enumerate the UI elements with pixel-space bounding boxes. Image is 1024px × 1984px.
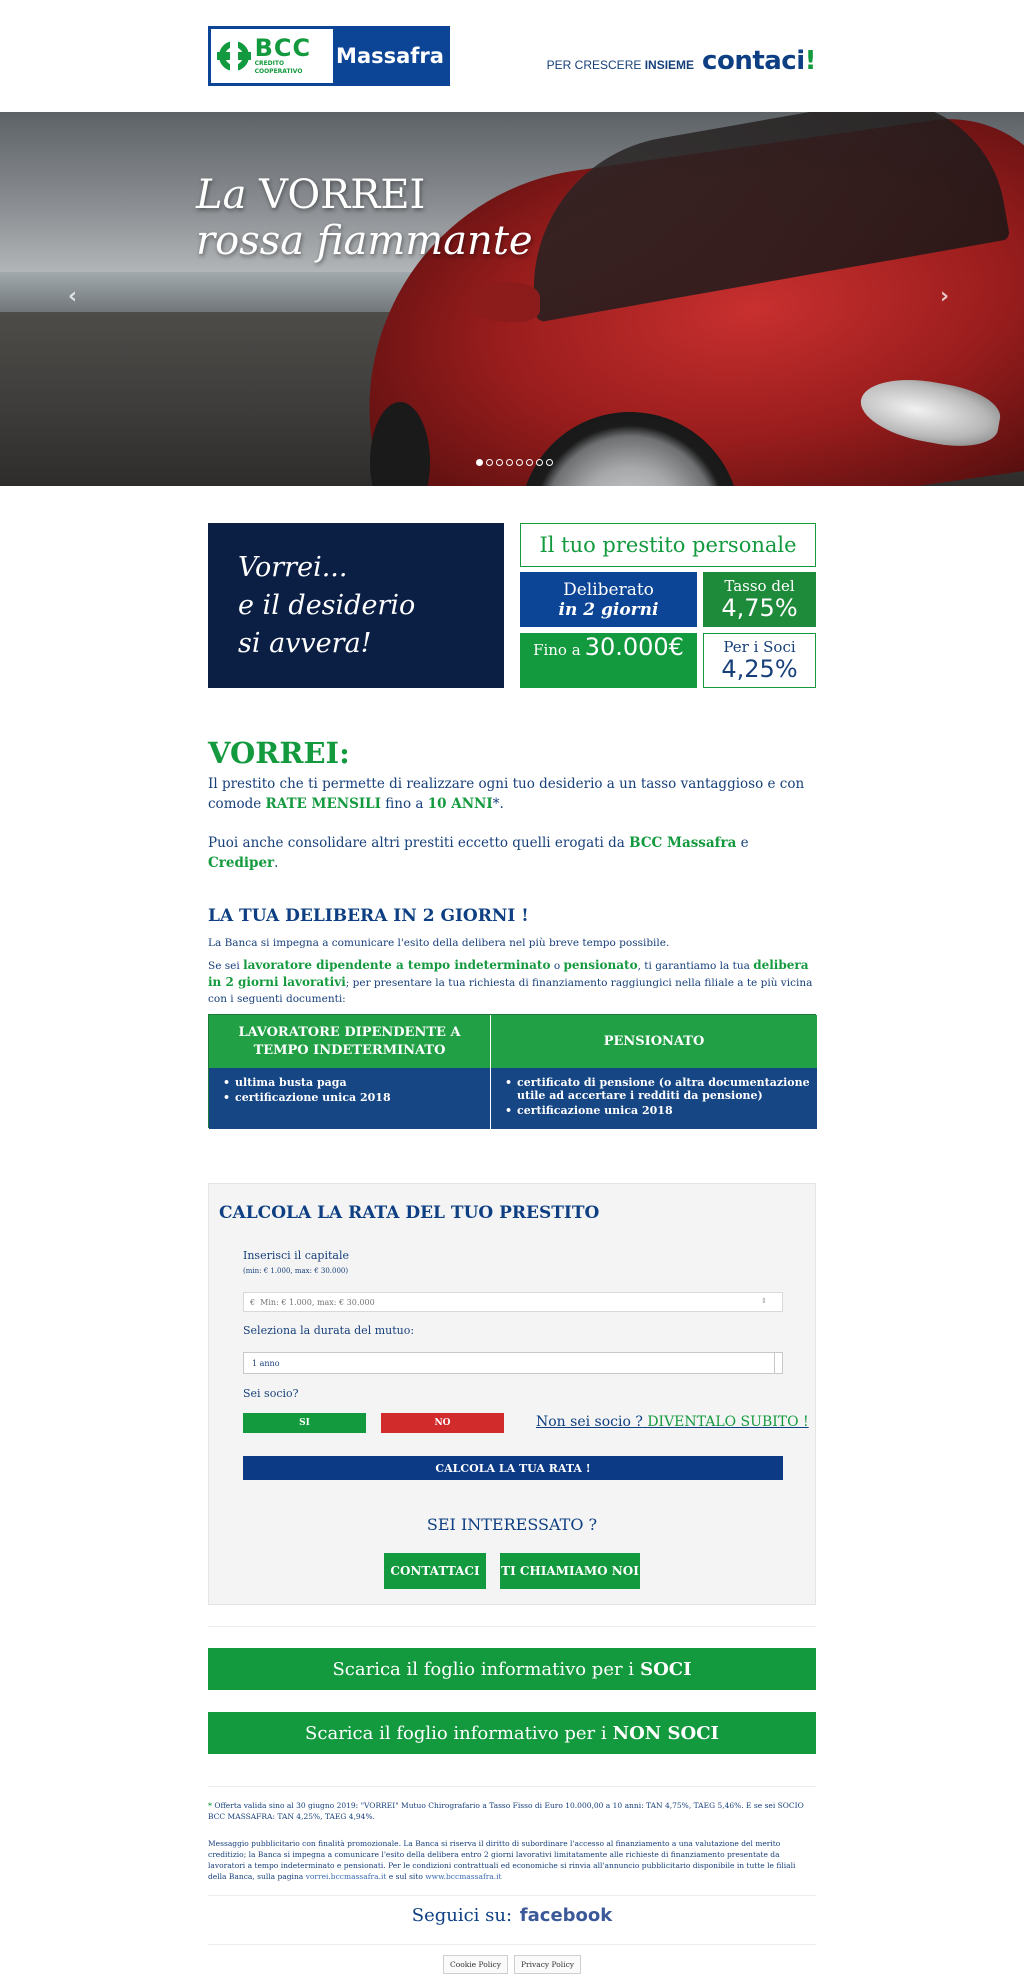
bcc-logo[interactable] [208, 26, 450, 86]
duration-label: Seleziona la durata del mutuo: [243, 1324, 415, 1337]
carousel-dot[interactable] [526, 459, 533, 466]
contact-text: contaci [702, 46, 805, 76]
calculator-heading: CALCOLA LA RATA DEL TUO PRESTITO [219, 1203, 600, 1223]
tasso-label: Tasso del [724, 576, 795, 595]
legal-footnote [208, 1838, 816, 1882]
delibera-pensionato: pensionato [563, 958, 638, 972]
carousel-indicators [476, 459, 553, 466]
offer-footnote [208, 1800, 816, 1822]
capital-label: Inserisci il capitale [243, 1249, 349, 1262]
logo-emblem-area [211, 29, 333, 83]
duration-value: 1 anno [252, 1358, 280, 1368]
not-socio-text: Non sei socio ? [536, 1414, 643, 1430]
vorrei-site-link[interactable]: vorrei.bccmassafra.it [305, 1872, 387, 1881]
facebook-link[interactable]: facebook [519, 1905, 613, 1926]
intro-heading: VORREI: [208, 736, 350, 770]
follow-text: Seguici su: [411, 1905, 513, 1926]
fino-value: 30.000€ [584, 633, 684, 661]
importo-box [520, 633, 697, 688]
intro-p1-star: *. [492, 796, 504, 812]
bcc-site-link[interactable]: www.bccmassafra.it [425, 1872, 502, 1881]
intro-p1-text: Il prestito che ti permette di realizzare ogni tuo desiderio a un tasso vantaggioso e con comode [208, 776, 805, 812]
carousel-dot[interactable] [496, 459, 503, 466]
intro-paragraph-1 [208, 774, 816, 814]
carousel-dot[interactable] [476, 459, 483, 466]
footnote-star: * [208, 1801, 212, 1810]
diventalo-text: DIVENTALO SUBITO ! [647, 1414, 809, 1430]
intro-p2-end: . [274, 855, 279, 871]
delibera-l2-o: o [553, 960, 561, 972]
logo-text [255, 36, 333, 76]
delibera-lavoratore: lavoratore dipendente a tempo indeterminato [243, 958, 551, 972]
cookie-policy-button[interactable]: Cookie Policy [443, 1955, 508, 1974]
download-soci-text: Scarica il foglio informativo per i [332, 1658, 635, 1680]
policy-links [0, 1955, 1024, 1974]
divider [208, 1895, 816, 1896]
hero-title-vorrei: VORREI [259, 172, 426, 218]
hero-title [196, 172, 533, 264]
intro-paragraph-2 [208, 833, 816, 873]
soci-box [703, 633, 816, 688]
download-nonsoci-bold: NON SOCI [612, 1722, 719, 1744]
footnote-text: Offerta valida sino al 30 giugno 2019: "VORREI" Mutuo Chirografario a Tasso Fisso di Euro 10.000,00 a 10 anni: TAN 4,75%, TAEG 5,46%. E se sei SOCIO BCC MASSAFRA: TAN 4,25%, TAEG 4,94%. [208, 1801, 804, 1821]
table-cell-pensionato [490, 1068, 817, 1129]
soci-label: Per i Soci [723, 637, 796, 656]
list-item: • certificato di pensione (o altra documentazione utile ad accertare i redditi da pensione) [505, 1076, 817, 1102]
download-soci-bold: SOCI [640, 1658, 692, 1680]
intro-p2-and: e [740, 835, 749, 851]
header-contact [547, 46, 816, 76]
delibera-l2-b: , ti garantiamo la tua [637, 960, 750, 972]
divider [208, 1786, 816, 1787]
slogan-line1: Vorrei... [238, 552, 348, 583]
carousel-dot[interactable] [546, 459, 553, 466]
become-member-link[interactable] [536, 1414, 809, 1430]
call-me-button[interactable]: TI CHIAMIAMO NOI [500, 1553, 640, 1589]
intro-bcc-highlight: BCC Massafra [629, 835, 737, 851]
carousel-dot[interactable] [506, 459, 513, 466]
tasso-value: 4,75% [721, 593, 798, 622]
tagline-bold: INSIEME [644, 58, 695, 72]
table-cell-lavoratore [209, 1068, 490, 1129]
logo-subtitle: CREDITO COOPERATIVO [254, 60, 303, 75]
contact-link[interactable] [702, 46, 816, 76]
hero-car-mirror [470, 282, 540, 322]
table-header-pensionato: PENSIONATO [490, 1015, 817, 1068]
capital-hint: (min: € 1.000, max: € 30.000) [243, 1267, 349, 1275]
fino-label: Fino a [533, 641, 581, 659]
soci-value: 4,25% [721, 654, 798, 683]
divider [208, 1944, 816, 1945]
tagline-pre: PER CRESCERE [546, 58, 642, 72]
list-item: • ultima busta paga [223, 1076, 490, 1089]
privacy-policy-button[interactable]: Privacy Policy [514, 1955, 581, 1974]
socio-no-button[interactable]: NO [381, 1413, 504, 1433]
promo-slogan [208, 523, 504, 688]
legal-text-mid: e sul sito [388, 1872, 423, 1881]
interested-heading: SEI INTERESSATO ? [426, 1515, 598, 1534]
intro-p1-fino: fino a [385, 796, 424, 812]
divider [208, 1626, 816, 1627]
deliberato-box [520, 572, 697, 627]
socio-label: Sei socio? [243, 1387, 299, 1400]
hero-title-la: La [196, 172, 247, 218]
documents-table [208, 1014, 816, 1128]
download-nonsoci-button[interactable] [208, 1712, 816, 1754]
intro-rate-highlight: RATE MENSILI [265, 796, 381, 812]
download-soci-button[interactable] [208, 1648, 816, 1690]
list-item: • certificazione unica 2018 [505, 1104, 817, 1117]
carousel-dot[interactable] [536, 459, 543, 466]
tasso-box [703, 572, 816, 627]
slogan-line2: e il desiderio [238, 590, 416, 621]
delibera-l2-a: Se sei [208, 960, 240, 972]
follow-us [0, 1905, 1024, 1926]
delibera-2-giorni: delibera in 2 giorni lavorativi [208, 958, 809, 989]
bcc-cross-icon [217, 39, 251, 73]
legal-text: Messaggio pubblicitario con finalità promozionale. La Banca si riserva il diritto di subordinare l'accesso al finanziamento a una valutazione del merito creditizio; la Banca si impegna a comunicare l'esito della delibera entro 2 giorni lavorativi limitatamente alle richieste di finanziamento presentate da lavoratori a tempo indeterminato e pensionati. Per le condizioni contrattuali ed economiche si rinvia all'annuncio pubblicitario disponibile in tutte le filiali della Banca, sulla pagina [208, 1839, 796, 1881]
hero-title-line2: rossa fiammante [196, 218, 533, 264]
delibera-line2 [208, 957, 816, 1007]
carousel-dot[interactable] [486, 459, 493, 466]
calculate-button[interactable]: CALCOLA LA TUA RATA ! [243, 1456, 783, 1480]
logo-bcc: BCC [254, 34, 312, 62]
capital-input[interactable] [243, 1292, 783, 1312]
delibera-heading: LA TUA DELIBERA IN 2 GIORNI ! [208, 906, 529, 926]
loan-calculator [208, 1183, 816, 1605]
list-item: • certificazione unica 2018 [223, 1091, 490, 1104]
download-nonsoci-text: Scarica il foglio informativo per i [305, 1722, 607, 1744]
intro-years-highlight: 10 ANNI [427, 796, 493, 812]
select-arrow-icon [774, 1353, 782, 1373]
socio-yes-button[interactable]: SI [243, 1413, 366, 1433]
slogan-line3: si avvera! [238, 628, 372, 659]
promo-title: Il tuo prestito personale [520, 523, 816, 567]
deliberato-line2: in 2 giorni [558, 599, 659, 620]
contact-exclamation: ! [804, 46, 816, 76]
chevron-right-icon[interactable]: › [940, 284, 950, 309]
hero-carousel[interactable] [0, 112, 1024, 486]
duration-select[interactable] [243, 1352, 783, 1374]
table-header-lavoratore: LAVORATORE DIPENDENTE A TEMPO INDETERMINATO [209, 1015, 490, 1068]
intro-p2-text: Puoi anche consolidare altri prestiti eccetto quelli erogati da [208, 835, 625, 851]
delibera-line1: La Banca si impegna a comunicare l'esito della delibera nel più breve tempo possibile. [208, 937, 670, 949]
stepper-icon[interactable]: ⇕ [761, 1297, 767, 1305]
intro-crediper-highlight: Crediper [208, 855, 275, 871]
deliberato-line1: Deliberato [563, 579, 654, 600]
logo-name: Massafra [336, 44, 444, 68]
contact-button[interactable]: CONTATTACI [384, 1553, 486, 1589]
chevron-left-icon[interactable]: ‹ [68, 284, 78, 309]
tagline [547, 58, 694, 72]
delibera-l2-c: ; per presentare la tua richiesta di finanziamento raggiungici nella filiale a te più vicina con i seguenti documenti: [208, 977, 813, 1005]
carousel-dot[interactable] [516, 459, 523, 466]
